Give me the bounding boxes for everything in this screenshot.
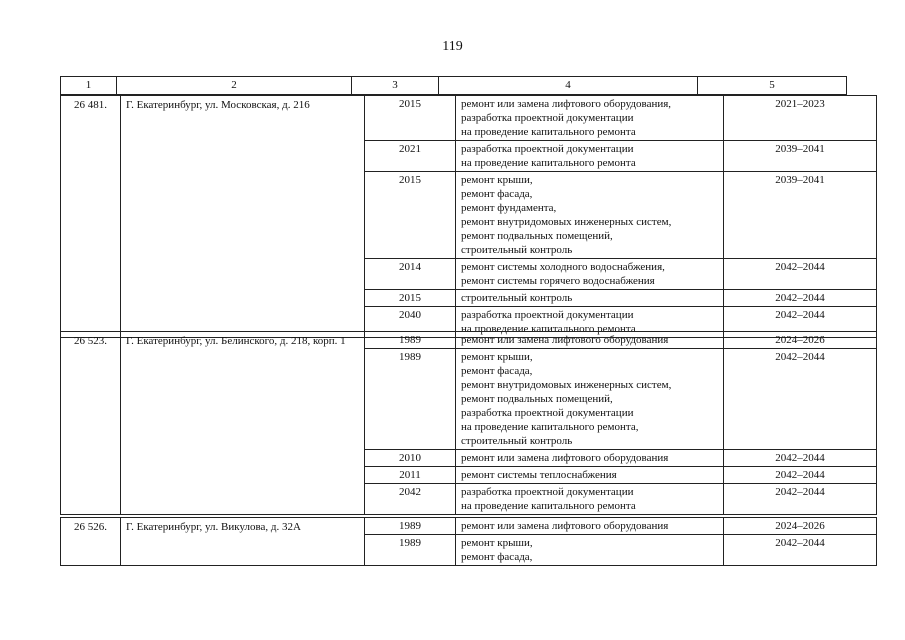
work-item: ремонт фасада, <box>461 188 533 200</box>
record-index: 26 481. <box>61 96 121 338</box>
table-row <box>61 96 877 141</box>
work-item: разработка проектной документации <box>461 309 634 321</box>
work-types <box>456 518 724 535</box>
record-table <box>60 331 877 515</box>
planned-period: 2042–2044 <box>724 307 877 338</box>
work-types <box>456 535 724 566</box>
planned-period: 2042–2044 <box>724 259 877 290</box>
work-types <box>456 467 724 484</box>
planned-period: 2039–2041 <box>724 172 877 259</box>
commission-year: 2042 <box>365 484 456 515</box>
table-row <box>61 518 877 535</box>
planned-period: 2042–2044 <box>724 484 877 515</box>
work-item: ремонт или замена лифтового оборудования <box>461 452 669 464</box>
work-item: на проведение капитального ремонта <box>461 323 636 335</box>
commission-year: 1989 <box>365 349 456 450</box>
work-types <box>456 484 724 515</box>
commission-year: 2011 <box>365 467 456 484</box>
work-types <box>456 259 724 290</box>
work-item: ремонт внутридомовых инженерных систем, <box>461 379 672 391</box>
work-item: строительный контроль <box>461 244 573 256</box>
record-address: Г. Екатеринбург, ул. Белинского, д. 218, корп. 1 <box>121 332 365 515</box>
table-row <box>61 332 877 349</box>
header-col-2: 2 <box>117 77 352 95</box>
header-col-1: 1 <box>61 77 117 95</box>
record-address: Г. Екатеринбург, ул. Викулова, д. 32А <box>121 518 365 566</box>
header-col-5: 5 <box>698 77 847 95</box>
work-item: ремонт системы теплоснабжения <box>461 469 617 481</box>
work-item: ремонт фундамента, <box>461 202 557 214</box>
work-item: разработка проектной документации <box>461 407 634 419</box>
record-address: Г. Екатеринбург, ул. Московская, д. 216 <box>121 96 365 338</box>
work-item: ремонт подвальных помещений, <box>461 393 613 405</box>
work-item: ремонт фасада, <box>461 551 533 563</box>
planned-period: 2024–2026 <box>724 518 877 535</box>
work-item: ремонт крыши, <box>461 537 533 549</box>
planned-period: 2039–2041 <box>724 141 877 172</box>
work-item: ремонт внутридомовых инженерных систем, <box>461 216 672 228</box>
work-item: на проведение капитального ремонта <box>461 126 636 138</box>
work-types <box>456 172 724 259</box>
planned-period: 2042–2044 <box>724 349 877 450</box>
work-item: ремонт подвальных помещений, <box>461 230 613 242</box>
record-index: 26 523. <box>61 332 121 515</box>
work-item: ремонт системы холодного водоснабжения, <box>461 261 665 273</box>
work-types <box>456 349 724 450</box>
work-item: ремонт крыши, <box>461 351 533 363</box>
commission-year: 2014 <box>365 259 456 290</box>
commission-year: 2021 <box>365 141 456 172</box>
work-item: на проведение капитального ремонта <box>461 500 636 512</box>
work-item: ремонт крыши, <box>461 174 533 186</box>
record-table <box>60 95 877 338</box>
work-item: разработка проектной документации <box>461 143 634 155</box>
planned-period: 2042–2044 <box>724 535 877 566</box>
work-item: ремонт или замена лифтового оборудования <box>461 334 669 346</box>
work-item: ремонт фасада, <box>461 365 533 377</box>
planned-period: 2024–2026 <box>724 332 877 349</box>
commission-year: 2015 <box>365 290 456 307</box>
table-header <box>60 76 847 95</box>
work-item: ремонт системы горячего водоснабжения <box>461 275 655 287</box>
work-item: ремонт или замена лифтового оборудования, <box>461 98 672 110</box>
work-item: строительный контроль <box>461 292 573 304</box>
header-col-4: 4 <box>439 77 698 95</box>
header-col-3: 3 <box>352 77 439 95</box>
work-item: ремонт или замена лифтового оборудования <box>461 520 669 532</box>
commission-year: 1989 <box>365 332 456 349</box>
record-index: 26 526. <box>61 518 121 566</box>
commission-year: 2010 <box>365 450 456 467</box>
work-types <box>456 96 724 141</box>
record-table <box>60 517 877 566</box>
commission-year: 2040 <box>365 307 456 338</box>
commission-year: 1989 <box>365 535 456 566</box>
page-number: 119 <box>442 39 463 54</box>
commission-year: 1989 <box>365 518 456 535</box>
work-item: на проведение капитального ремонта <box>461 157 636 169</box>
planned-period: 2042–2044 <box>724 450 877 467</box>
planned-period: 2042–2044 <box>724 467 877 484</box>
commission-year: 2015 <box>365 172 456 259</box>
work-item: разработка проектной документации <box>461 486 634 498</box>
work-types <box>456 450 724 467</box>
work-types <box>456 141 724 172</box>
planned-period: 2042–2044 <box>724 290 877 307</box>
planned-period: 2021–2023 <box>724 96 877 141</box>
work-types <box>456 332 724 349</box>
commission-year: 2015 <box>365 96 456 141</box>
header-row <box>61 77 847 95</box>
work-item: строительный контроль <box>461 435 573 447</box>
work-types <box>456 290 724 307</box>
work-item: на проведение капитального ремонта, <box>461 421 639 433</box>
work-item: разработка проектной документации <box>461 112 634 124</box>
